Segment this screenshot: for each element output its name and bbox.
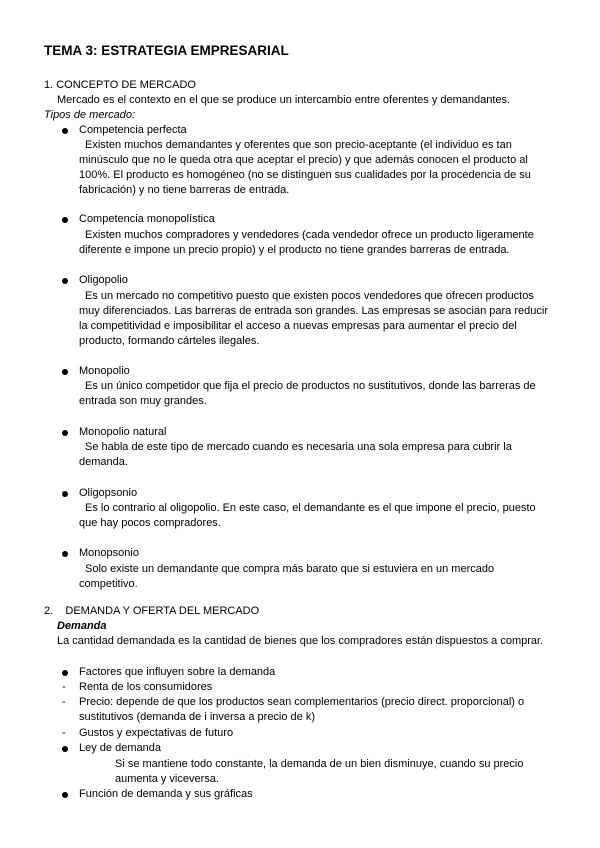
bullet-icon: [62, 217, 68, 223]
market-type-name: Oligopolio: [79, 274, 128, 286]
market-type-name: Monopolio: [79, 365, 130, 377]
market-types-label: Tipos de mercado:: [44, 109, 136, 121]
market-type-desc-line: muy diferenciados. Las barreras de entrada son grandes. Las empresas se asocian para reducir: [79, 305, 548, 317]
factor-item: Gustos y expectativas de futuro: [79, 727, 234, 739]
market-type-name: Monopolio natural: [79, 426, 167, 438]
law-of-demand-line: aumenta y viceversa.: [115, 773, 219, 785]
law-of-demand-label: Ley de demanda: [79, 742, 161, 754]
market-type-desc-line: Es un único competidor que fija el precio de productos no sustitutivos, donde las barreras de: [85, 380, 536, 392]
bullet-icon: [62, 128, 68, 134]
market-type-desc-line: entrada son muy grandes.: [79, 395, 207, 407]
section-1-heading: 1. CONCEPTO DE MERCADO: [44, 79, 196, 91]
dash-icon: -: [62, 681, 66, 693]
market-type-desc-line: Se habla de este tipo de mercado cuando es necesaria una sola empresa para cubrir la: [85, 441, 512, 453]
section-1-intro: Mercado es el contexto en el que se produce un intercambio entre oferentes y demandantes.: [57, 94, 511, 106]
market-type-desc-line: Existen muchos compradores y vendedores (cada vendedor ofrece un producto ligeramente: [85, 229, 534, 241]
demand-intro: La cantidad demandada es la cantidad de bienes que los compradores están dispuestos a comprar.: [57, 635, 544, 647]
market-type-desc-line: minúsculo que no le queda otra que aceptar el precio) y que además conocen el producto al: [79, 154, 528, 166]
demand-function-label: Función de demanda y sus gráficas: [79, 788, 253, 800]
market-type-name: Competencia monopolística: [79, 213, 215, 225]
factor-item: Precio: depende de que los productos sean complementarios (precio direct. proporcional) o: [79, 696, 525, 708]
market-type-desc-line: 100%. El producto es homogéneo (no se distinguen sus cualidades por la procedencia de su: [79, 169, 531, 181]
law-of-demand-line: Si se mantiene todo constante, la demanda de un bien disminuye, cuando su precio: [115, 758, 524, 770]
dash-icon: -: [62, 696, 66, 708]
page-title: TEMA 3: ESTRATEGIA EMPRESARIAL: [44, 43, 289, 58]
bullet-icon: [62, 369, 68, 375]
factor-item-continuation: sustitutivos (demanda de i inversa a precio de k): [79, 711, 316, 723]
bullet-icon: [62, 551, 68, 557]
market-type-name: Oligopsonio: [79, 487, 138, 499]
factor-item: Renta de los consumidores: [79, 681, 213, 693]
market-type-desc-line: producto, formando cárteles ilegales.: [79, 335, 260, 347]
market-type-name: Competencia perfecta: [79, 124, 187, 136]
bullet-icon: [62, 491, 68, 497]
market-type-desc-line: fabricación) y no tiene barreras de entrada.: [79, 184, 290, 196]
market-type-desc-line: competitivo.: [79, 578, 138, 590]
market-type-desc-line: la competitividad e imposibilitar el acceso a nuevas empresas para aumentar el precio del: [79, 320, 517, 332]
market-type-desc-line: Es un mercado no competitivo puesto que existen pocos vendedores que ofrecen productos: [85, 290, 534, 302]
demand-subheading: Demanda: [57, 620, 107, 632]
section-2-heading: 2. DEMANDA Y OFERTA DEL MERCADO: [44, 605, 260, 617]
bullet-icon: [62, 792, 68, 798]
market-type-desc-line: Solo existe un demandante que compra más barato que si estuviera en un mercado: [85, 563, 495, 575]
bullet-icon: [62, 670, 68, 676]
bullet-icon: [62, 430, 68, 436]
market-type-desc-line: diferente e impone un precio propio) y el producto no tiene grandes barreras de entrada.: [79, 244, 510, 256]
dash-icon: -: [62, 727, 66, 739]
market-type-name: Monopsonio: [79, 547, 139, 559]
factors-label: Factores que influyen sobre la demanda: [79, 666, 276, 678]
bullet-icon: [62, 278, 68, 284]
market-type-desc-line: Es lo contrario al oligopolio. En este caso, el demandante es el que impone el precio, puesto: [85, 502, 536, 514]
market-type-desc-line: Existen muchos demandantes y oferentes que son precio-aceptante (el individuo es tan: [85, 139, 512, 151]
market-type-desc-line: demanda.: [79, 456, 128, 468]
bullet-icon: [62, 746, 68, 752]
market-type-desc-line: que hay pocos compradores.: [79, 517, 221, 529]
